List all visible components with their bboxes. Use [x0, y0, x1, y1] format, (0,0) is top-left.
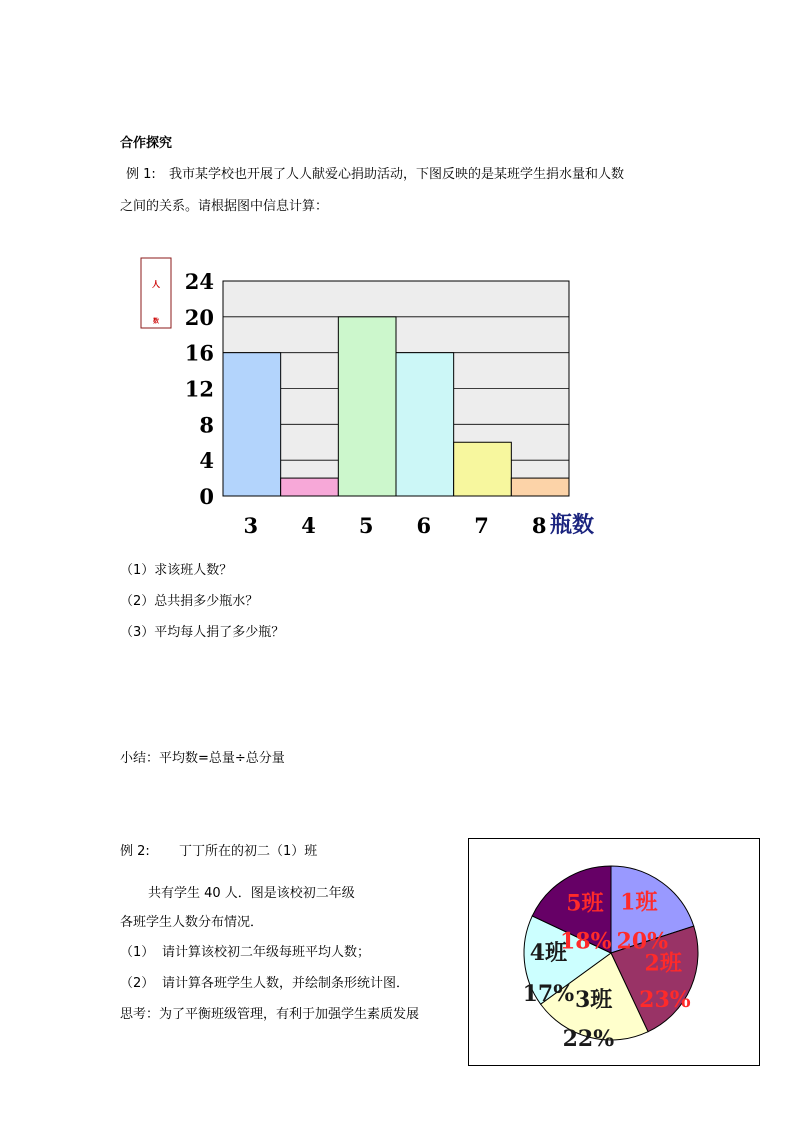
- example2-q1: 请计算该校初二年级每班平均人数；: [162, 945, 371, 960]
- x-tick-label: 6: [416, 513, 432, 538]
- x-tick-label: 8: [531, 513, 547, 538]
- bar-4: [281, 478, 339, 496]
- example2-think: 思考：为了平衡班级管理，有利于加强学生素质发展: [120, 1007, 420, 1022]
- x-tick-label: 3: [243, 513, 259, 538]
- bar-3: [223, 353, 281, 496]
- example1-text-line1: 我市某学校也开展了人人献爱心捐助活动，下图反映的是某班学生捐水量和人数: [169, 167, 625, 182]
- y-tick-label: 16: [184, 340, 214, 366]
- example2-line1: 共有学生 40 人．图是该校初二年级: [148, 886, 355, 901]
- y-tick-label: 20: [184, 304, 214, 330]
- section-title: 合作探究: [120, 136, 173, 151]
- y-tick-label: 12: [184, 376, 214, 402]
- bar-8: [511, 478, 569, 496]
- pie-percent: 17%: [522, 980, 575, 1007]
- y-axis-title-char-1: 人: [152, 279, 160, 289]
- y-tick-label: 24: [184, 269, 214, 294]
- example1-label: 例 1:: [126, 167, 156, 182]
- example2-q2: 请计算各班学生人数，并绘制条形统计图．: [162, 976, 410, 991]
- pie-percent: 23%: [639, 986, 691, 1013]
- pie-chart: [468, 838, 760, 1066]
- pie-label: 2班: [644, 950, 682, 977]
- pie-percent: 22%: [562, 1026, 615, 1053]
- example2-label: 例 2:: [120, 844, 150, 859]
- y-tick-label: 8: [199, 412, 214, 438]
- x-axis-title: 瓶数: [550, 512, 595, 538]
- summary: 小结：平均数=总量÷总分量: [120, 751, 285, 766]
- bar-6: [396, 353, 454, 496]
- question-2: （2）总共捐多少瓶水？: [120, 594, 259, 609]
- bar-7: [454, 442, 512, 496]
- pie-label: 3班: [574, 986, 613, 1013]
- x-tick-label: 7: [474, 513, 489, 538]
- example2-q2-num: （2）: [120, 976, 155, 991]
- example2-q1-num: （1）: [120, 945, 155, 960]
- bar-chart-y-ticks: [185, 269, 214, 509]
- bar-chart: [130, 245, 630, 545]
- pie-label: 1班: [620, 889, 658, 916]
- bar-5: [338, 317, 396, 496]
- example2-line2: 各班学生人数分布情况．: [120, 915, 264, 930]
- x-tick-label: 5: [358, 513, 374, 538]
- y-axis-title-char-2: 数: [152, 318, 160, 325]
- bar-chart-x-ticks: [244, 513, 547, 538]
- pie-percent: 18%: [560, 928, 612, 955]
- x-tick-label: 4: [301, 513, 316, 538]
- pie-percent: 20%: [616, 928, 669, 955]
- pie-label: 4班: [529, 939, 568, 966]
- question-3: （3）平均每人捐了多少瓶？: [120, 625, 285, 640]
- y-tick-label: 4: [199, 448, 214, 474]
- example1-text-line2: 之间的关系。请根据图中信息计算：: [120, 199, 329, 214]
- question-1: （1）求该班人数？: [120, 563, 233, 578]
- example2-title: 丁丁所在的初二（1）班: [179, 844, 318, 859]
- y-tick-label: 0: [199, 484, 214, 509]
- pie-label: 5班: [566, 890, 604, 917]
